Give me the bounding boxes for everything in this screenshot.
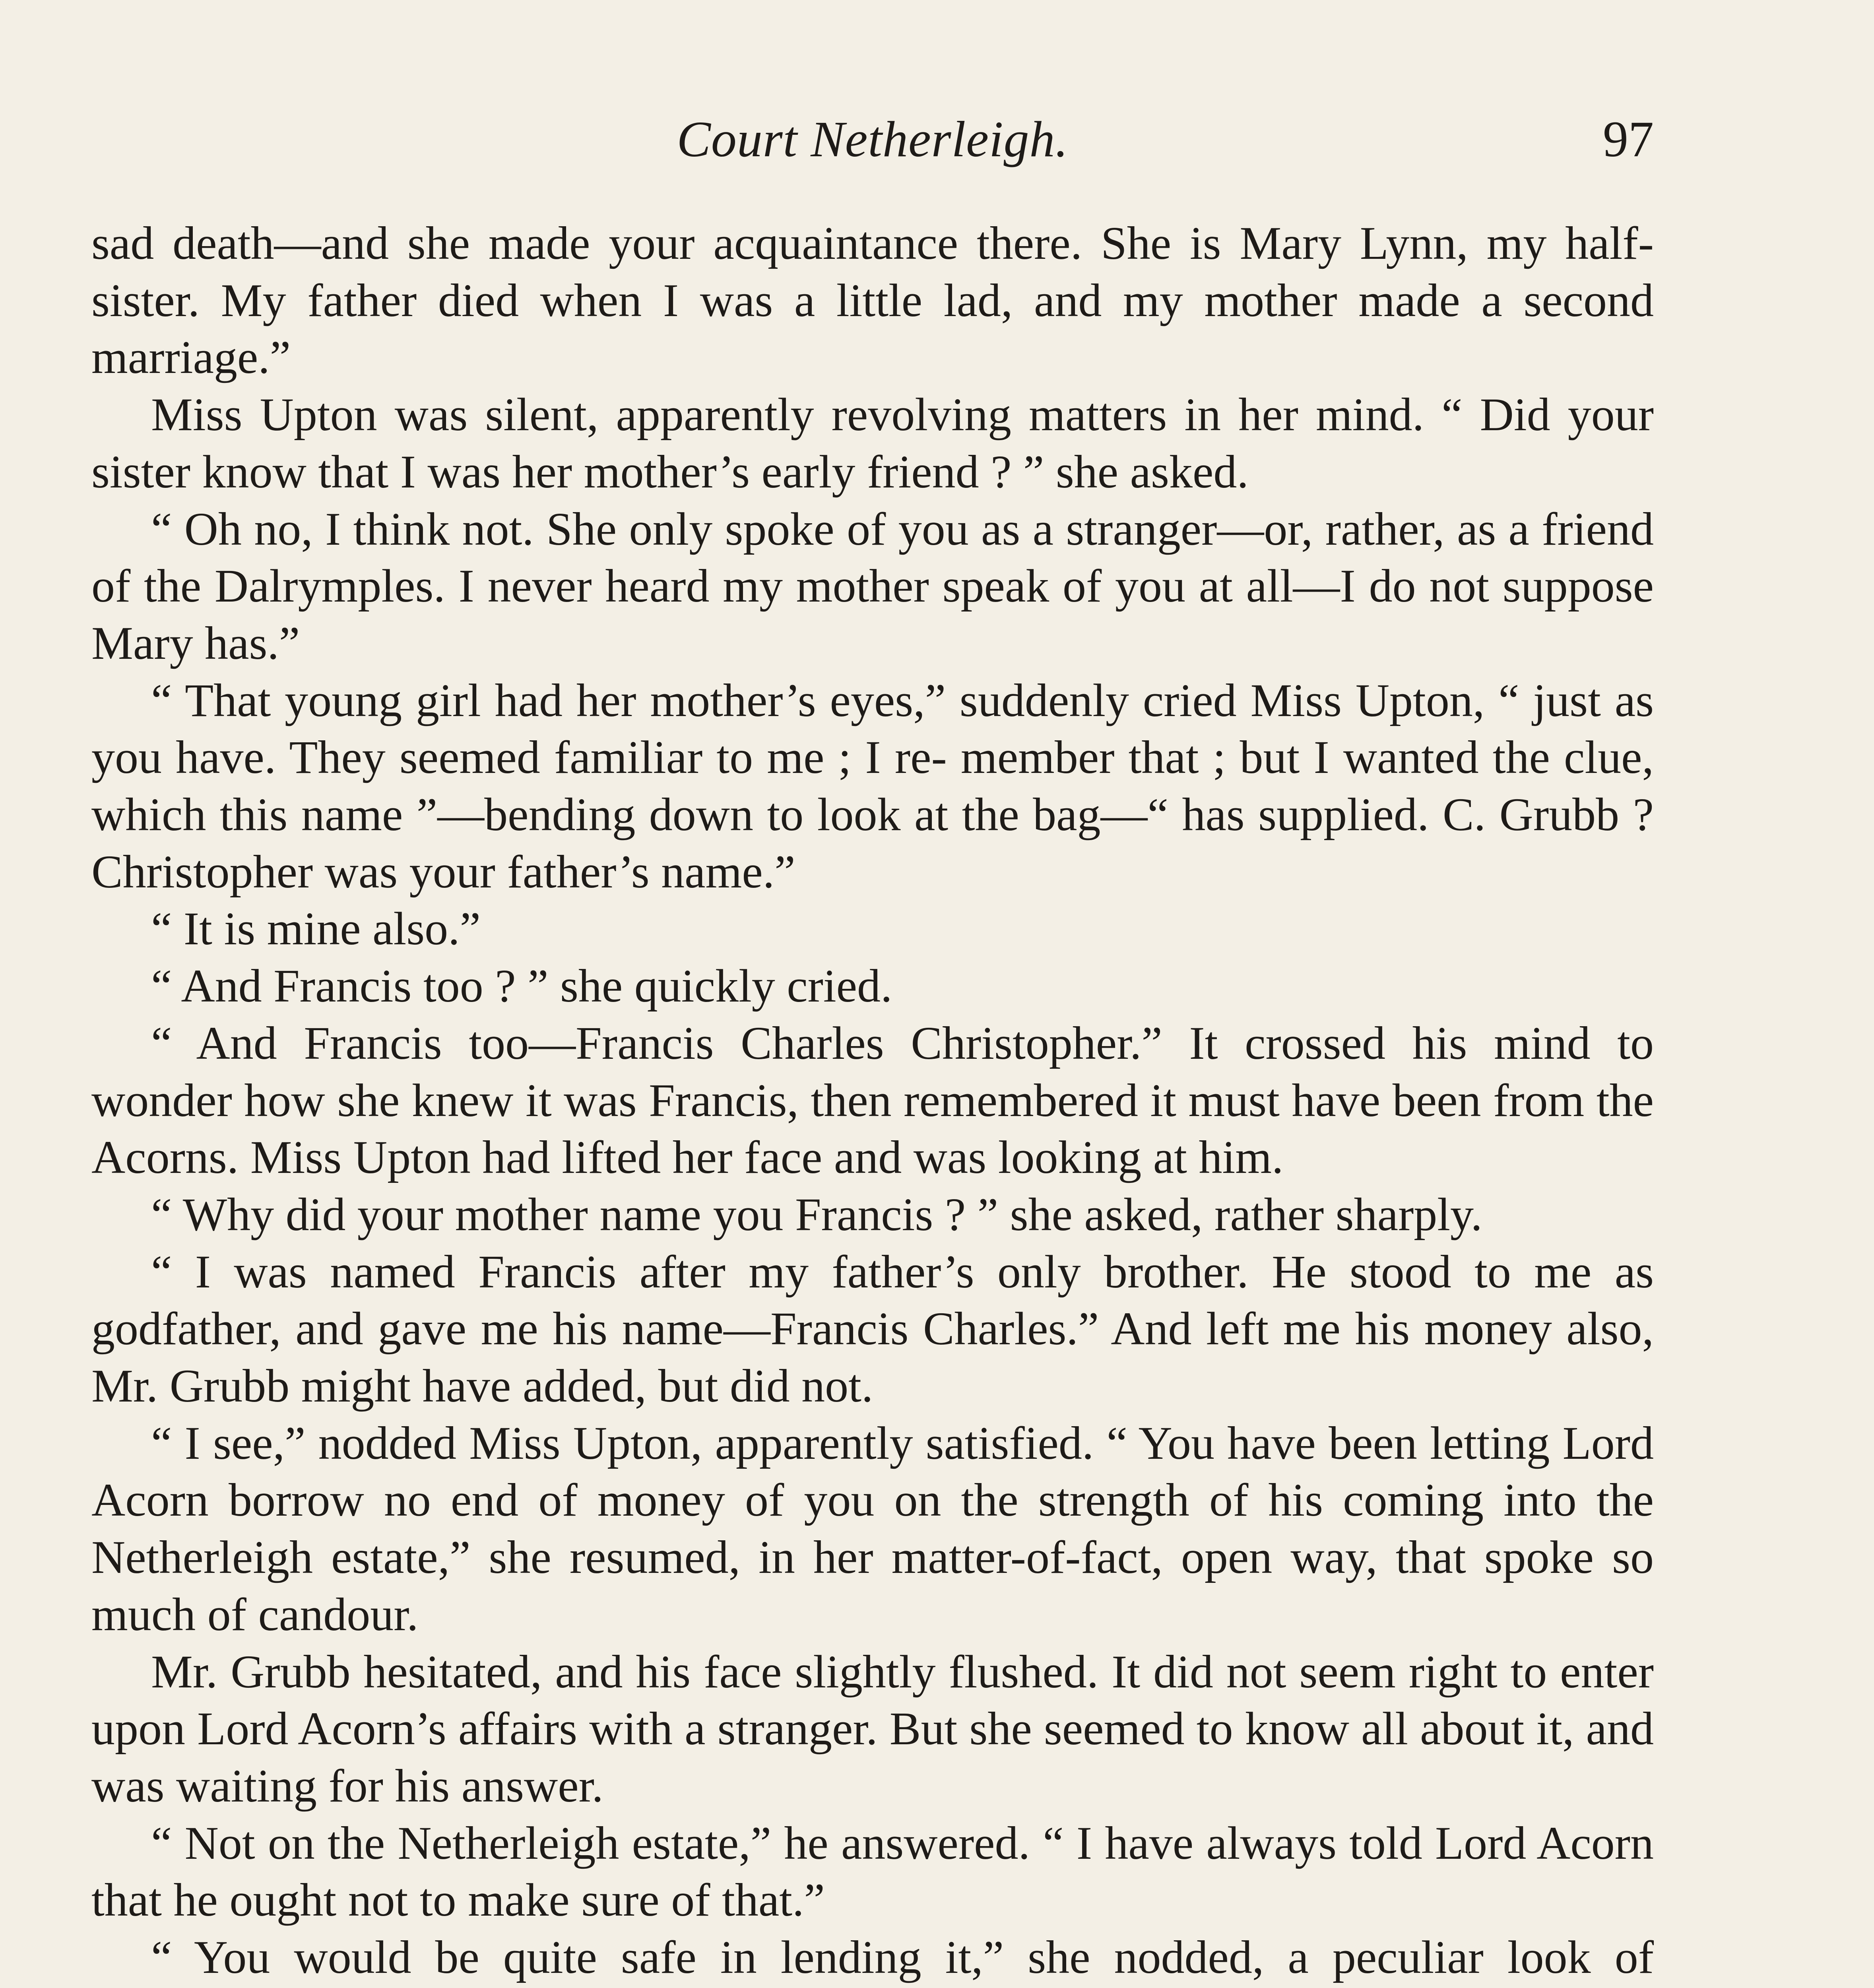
paragraph: “ You would be quite safe in lending it,” she nodded, a peculiar look of	[151, 1931, 1654, 1984]
paragraph: “ And Francis too ? ” she quickly cried.	[151, 960, 892, 1012]
body-text	[91, 215, 1654, 1988]
paragraph: “ Why did your mother name you Francis ? ” she asked, rather sharply.	[151, 1188, 1482, 1241]
page-number: 97	[1603, 111, 1654, 167]
paragraph: “ It is mine also.”	[151, 903, 481, 955]
paragraph: “ I see,” nodded Miss Upton, apparently satisfied. “ You have been letting Lord Acorn borrow no end of money of you on the strength of his coming into the Netherleigh estate,” she resumed, in her matter-of-fact, open way, that spoke so much of candour.	[91, 1417, 1654, 1640]
running-title: Court Netherleigh.	[677, 111, 1069, 167]
paragraph: “ And Francis too—Francis Charles Christopher.” It crossed his mind to wonder how she knew it was Francis, then remembered it must have been from the Acorns. Miss Upton had lifted her face and was looking at him.	[91, 1017, 1654, 1184]
paragraph: Mr. Grubb hesitated, and his face slightly flushed. It did not seem right to enter upon Lord Acorn’s affairs with a stranger. But she seemed to know all about it, and was waiting for his answer.	[91, 1645, 1654, 1812]
paragraph: Miss Upton was silent, apparently revolving matters in her mind. “ Did your sister know that I was her mother’s early friend ? ” she asked.	[91, 388, 1654, 498]
paragraph: “ Not on the Netherleigh estate,” he answered. “ I have always told Lord Acorn that he ought not to make sure of that.”	[91, 1817, 1654, 1926]
paragraph: “ That young girl had her mother’s eyes,” suddenly cried Miss Upton, “ just as you have. They seemed familiar to me ; I re- member that ; but I wanted the clue, which this name ”—bending down to look at the bag—“ has supplied. C. Grubb ? Christopher was your father’s name.”	[91, 674, 1654, 898]
paragraph: sad death—and she made your acquaintance there. She is Mary Lynn, my half-sister. My father died when I was a little lad, and my mother made a second marriage.”	[91, 217, 1654, 384]
paragraph: “ Oh no, I think not. She only spoke of you as a stranger—or, rather, as a friend of the Dalrymples. I never heard my mother speak of you at all—I do not suppose Mary has.”	[91, 503, 1654, 669]
paragraph: “ I was named Francis after my father’s only brother. He stood to me as godfather, and gave me his name—Francis Charles.” And left me his money also, Mr. Grubb might have added, but did not.	[91, 1245, 1654, 1412]
page-header	[91, 107, 1654, 187]
